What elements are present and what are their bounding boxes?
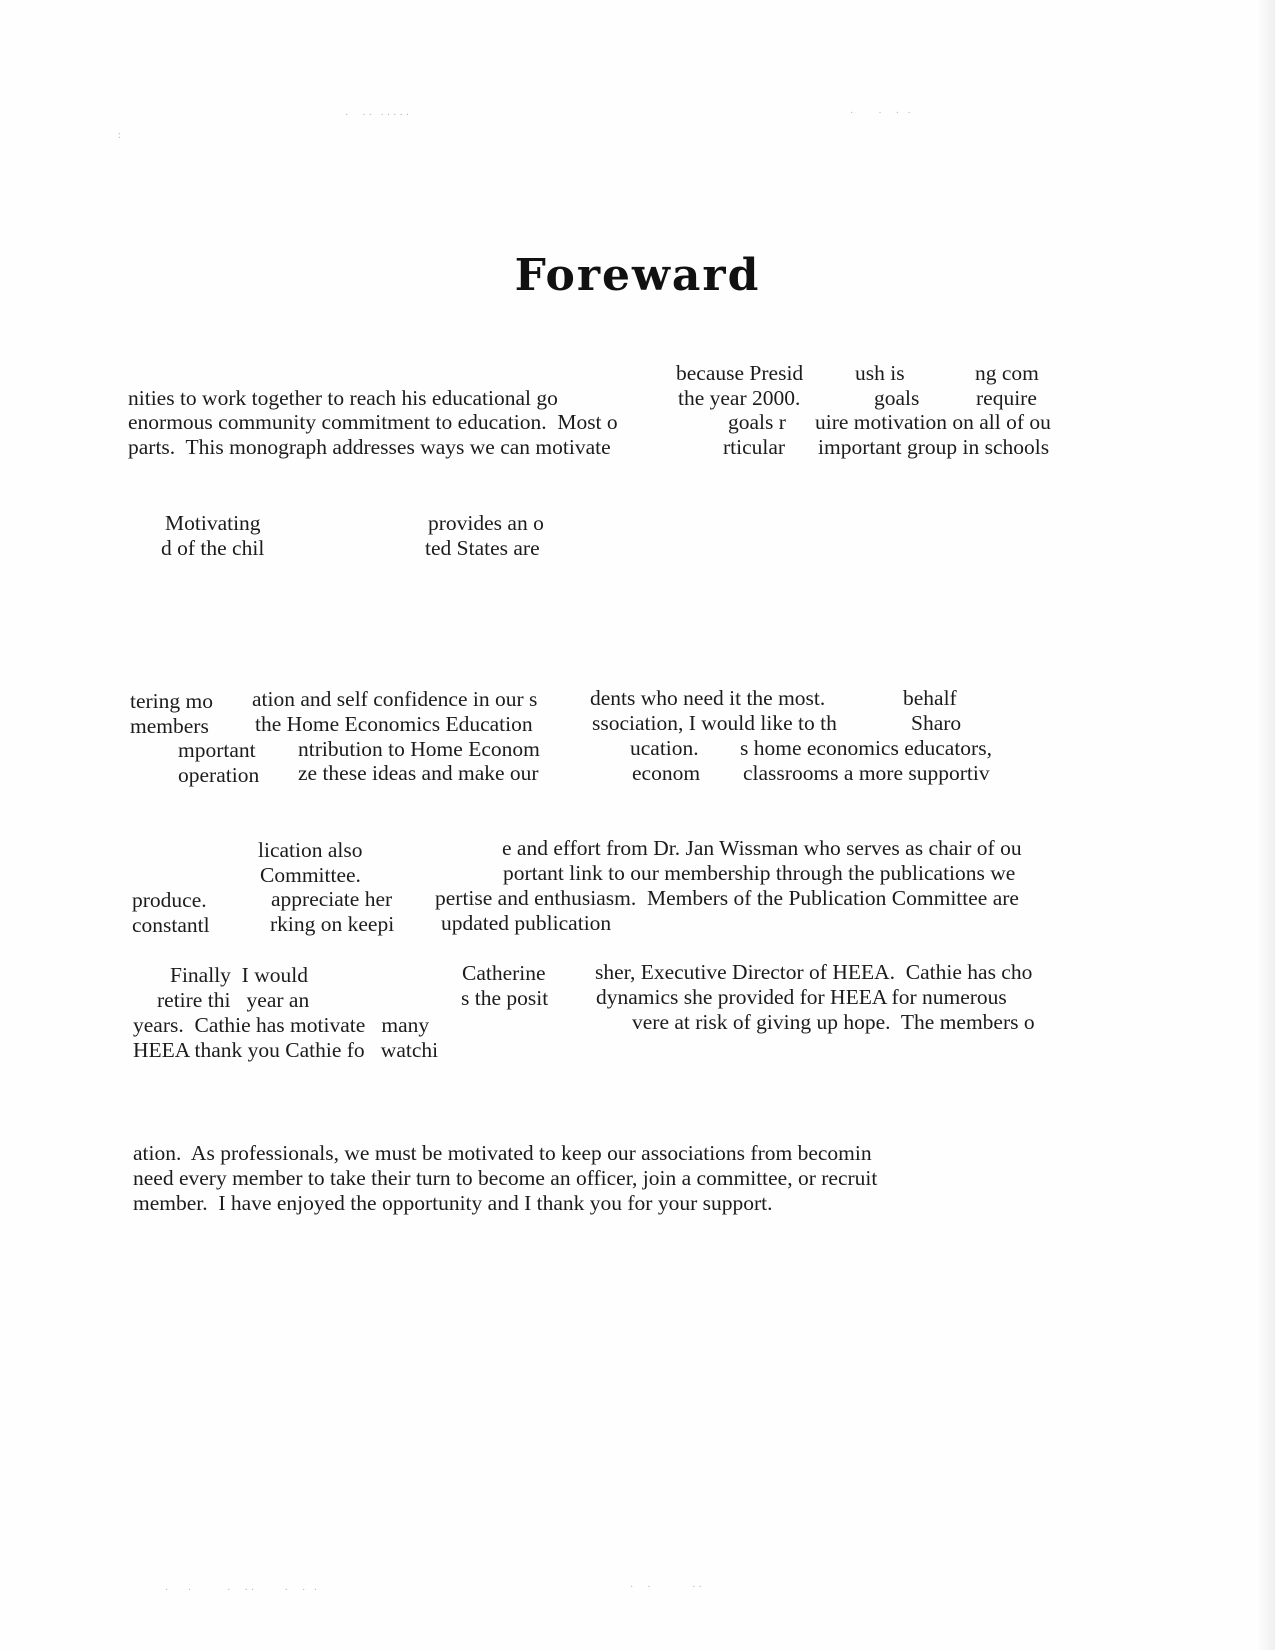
text-fragment: Sharo: [911, 711, 962, 735]
text-fragment: portant link to our membership through the publications we: [503, 861, 1016, 885]
text-fragment: behalf: [903, 686, 957, 710]
text-fragment: dynamics she provided for HEEA for numerous: [596, 985, 1007, 1009]
scan-speck: :: [118, 130, 124, 141]
text-fragment: ssociation, I would like to th: [592, 711, 837, 735]
text-fragment: sher, Executive Director of HEEA. Cathie has cho: [595, 960, 1033, 984]
text-fragment: updated publication: [441, 911, 612, 935]
text-fragment: tering mo: [130, 689, 213, 713]
page-edge-shadow: [1257, 0, 1275, 1650]
text-fragment: ted States are: [425, 536, 540, 560]
text-fragment: ucation.: [630, 736, 699, 760]
scan-speck: · · ··: [630, 1582, 705, 1593]
text-fragment: ation and self confidence in our s: [252, 687, 538, 711]
text-fragment: years. Cathie has motivate many: [133, 1013, 430, 1037]
text-fragment: ntribution to Home Econom: [298, 737, 540, 761]
text-fragment: d of the chil: [161, 536, 265, 560]
text-fragment: ation. As professionals, we must be motivated to keep our associations from becomin: [133, 1141, 872, 1165]
text-fragment: appreciate her: [271, 887, 393, 911]
text-fragment: dents who need it the most.: [590, 686, 826, 710]
text-fragment: because Presid: [676, 361, 804, 385]
text-fragment: important group in schools: [818, 435, 1050, 459]
text-fragment: mportant: [178, 738, 256, 762]
text-fragment: need every member to take their turn to become an officer, join a committee, or recruit: [133, 1166, 878, 1190]
text-fragment: member. I have enjoyed the opportunity and I thank you for your support.: [133, 1191, 773, 1215]
text-fragment: uire motivation on all of ou: [815, 410, 1051, 434]
text-fragment: require: [976, 386, 1037, 410]
text-fragment: Catherine: [462, 961, 546, 985]
text-fragment: operation: [178, 763, 260, 787]
text-fragment: the Home Economics Education: [255, 712, 533, 736]
text-fragment: members: [130, 714, 209, 738]
text-fragment: constantl: [132, 913, 210, 937]
text-fragment: goals r: [728, 410, 786, 434]
text-fragment: e and effort from Dr. Jan Wissman who serves as chair of ou: [502, 836, 1022, 860]
text-fragment: classrooms a more supportiv: [743, 761, 990, 785]
text-fragment: retire thi year an: [157, 988, 310, 1012]
text-fragment: ze these ideas and make our: [298, 761, 539, 785]
text-fragment: rking on keepi: [270, 912, 395, 936]
text-fragment: Motivating: [165, 511, 261, 535]
scan-speck: · · · ·· · · ·: [165, 1585, 321, 1596]
text-fragment: pertise and enthusiasm. Members of the Publication Committee are: [435, 886, 1019, 910]
page-title: Foreward: [514, 250, 761, 301]
text-fragment: provides an o: [428, 511, 544, 535]
text-fragment: the year 2000.: [678, 386, 801, 410]
text-fragment: goals: [874, 386, 920, 410]
text-fragment: produce.: [132, 888, 207, 912]
text-fragment: ng com: [975, 361, 1039, 385]
text-fragment: HEEA thank you Cathie fo watchi: [133, 1038, 439, 1062]
scan-speck: · · · ·: [850, 108, 914, 119]
text-fragment: enormous community commitment to education. Most o: [128, 410, 618, 434]
text-fragment: Committee.: [260, 863, 361, 887]
text-fragment: vere at risk of giving up hope. The members o: [632, 1010, 1035, 1034]
text-fragment: lication also: [258, 838, 363, 862]
scan-speck: · ·· ·····: [345, 110, 413, 121]
text-fragment: rticular: [723, 435, 786, 459]
text-fragment: Finally I would: [170, 963, 308, 987]
text-fragment: s home economics educators,: [740, 736, 992, 760]
text-fragment: nities to work together to reach his educational go: [128, 386, 558, 410]
text-fragment: parts. This monograph addresses ways we can motivate: [128, 435, 611, 459]
text-fragment: s the posit: [461, 986, 549, 1010]
text-fragment: econom: [632, 761, 701, 785]
text-fragment: ush is: [855, 361, 905, 385]
